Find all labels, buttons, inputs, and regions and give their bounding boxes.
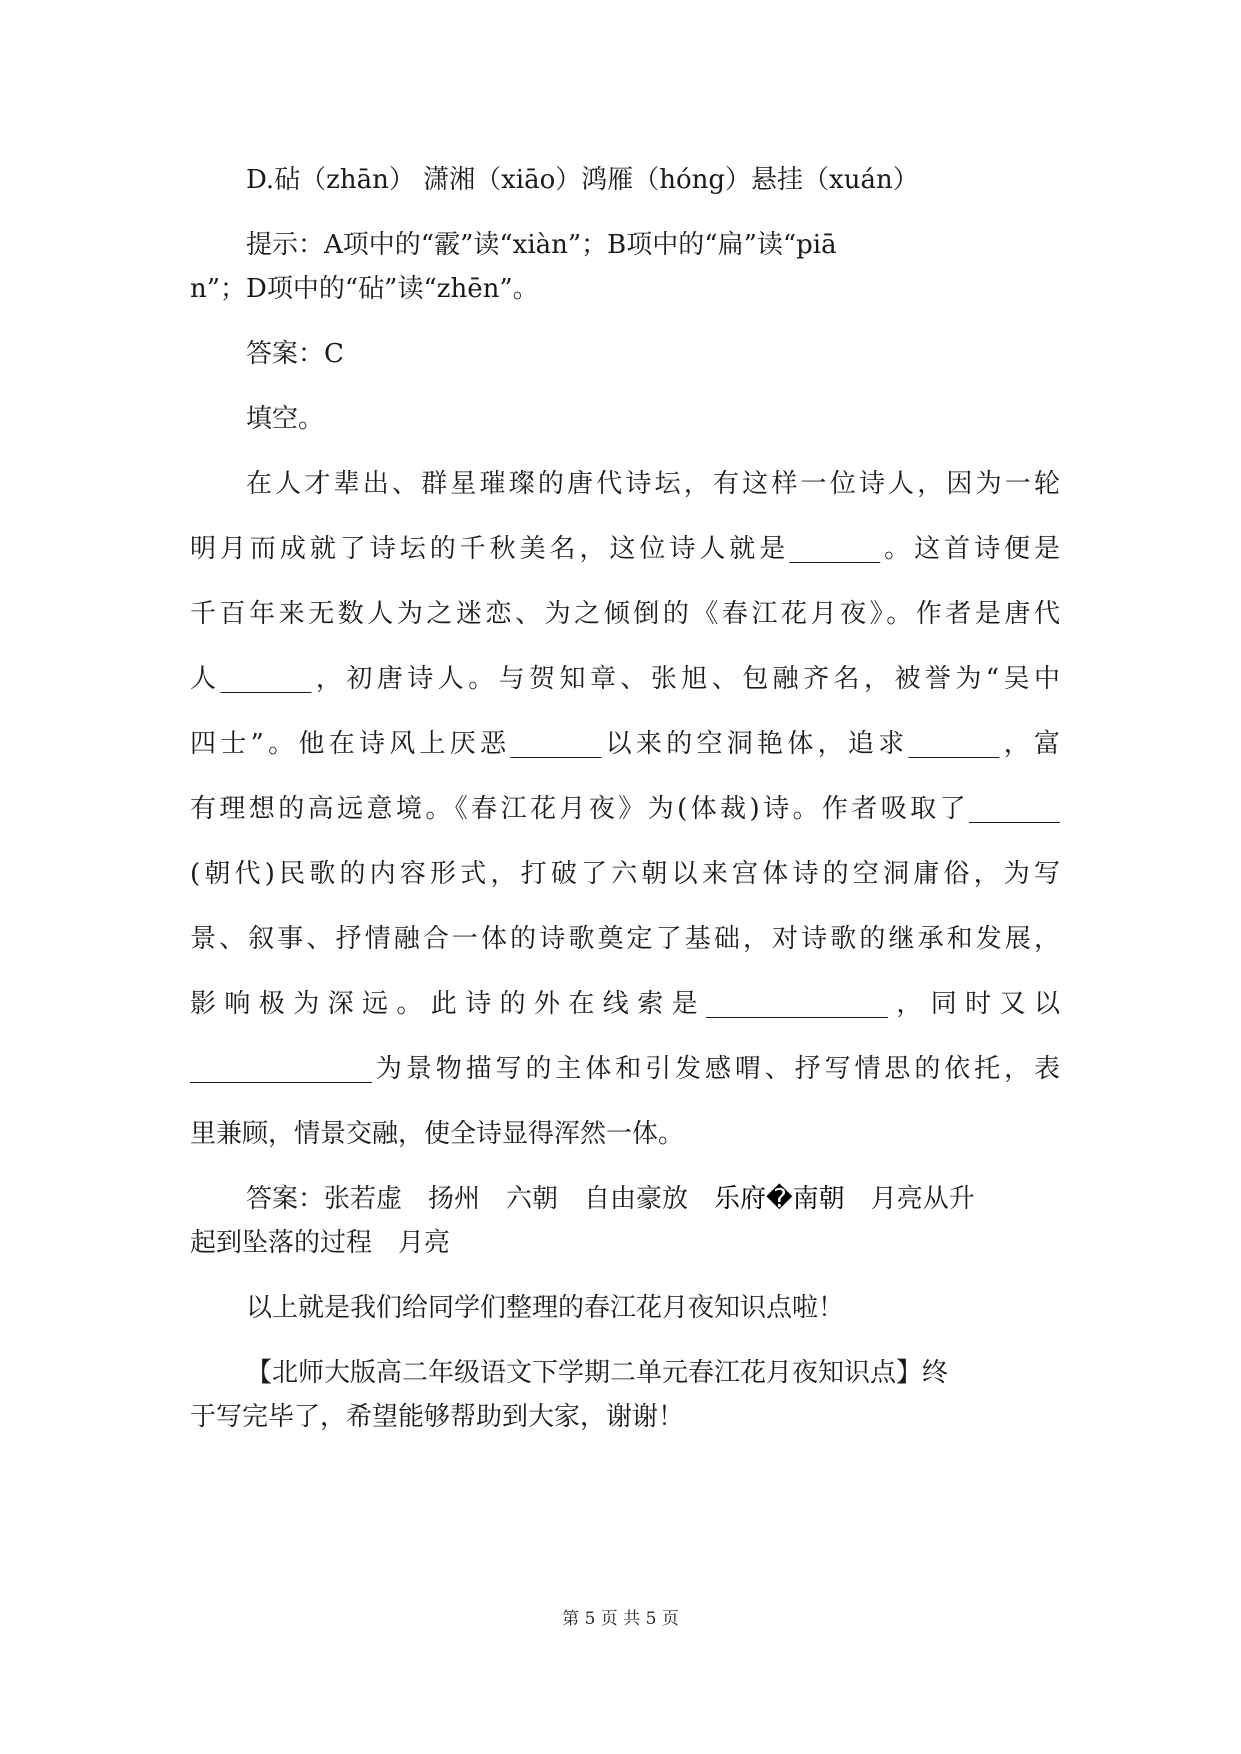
closing-line-3: 于写完毕了，希望能够帮助到大家，谢谢！ [190,1402,685,1432]
answer-2-line-1 [190,1177,1060,1221]
fill-line-11: 里兼顾，情景交融，使全诗显得浑然一体。 [190,1119,685,1149]
closing-line-2: 【北师大版高二年级语文下学期二单元春江花月夜知识点】终 [246,1358,949,1388]
answer-c: 答案：C [246,339,344,369]
fill-line-8: 景、叙事、抒情融合一体的诗歌奠定了基础，对诗歌的继承和发展， [190,924,1060,954]
fill-line-2: 明月而成就了诗坛的千秋美名，这位诗人就是_______。这首诗便是 [190,534,1060,564]
answer-2-part-b: 乐府�南朝 [714,1184,845,1214]
closing-line-1: 以上就是我们给同学们整理的春江花月夜知识点啦！ [246,1293,845,1323]
option-d-line: D.砧（zhān） 潇湘（xiāo）鸿雁（hóng）悬挂（xuán） [246,165,919,195]
page-number-label: 第 5 页 共 5 页 [562,1609,679,1629]
fill-line-10: ______________为景物描写的主体和引发感喟、抒写情思的依托，表 [190,1054,1060,1084]
fill-line-1: 在人才辈出、群星璀璨的唐代诗坛，有这样一位诗人，因为一轮 [246,469,1060,499]
fill-line-9: 影响极为深远。此诗的外在线索是______________，同时又以 [190,989,1060,1019]
answer-2-part-c: 月亮从升 [844,1184,975,1214]
fill-title: 填空。 [246,404,325,434]
document-body [190,158,1060,1439]
fill-line-7: (朝代)民歌的内容形式，打破了六朝以来宫体诗的空洞庸俗，为写 [190,859,1060,889]
fill-line-5: 四士”。他在诗风上厌恶_______以来的空洞艳体，追求_______，富 [190,729,1060,759]
fill-line-3: 千百年来无数人为之迷恋、为之倾倒的《春江花月夜》。作者是唐代 [190,599,1060,629]
hint-line-2: n”；D项中的“砧”读“zhēn”。 [190,274,539,304]
page-footer [0,1604,1241,1629]
fill-line-4: 人_______，初唐诗人。与贺知章、张旭、包融齐名，被誉为“吴中 [190,664,1060,694]
answer-2-part-a: 答案：张若虚 扬州 六朝 自由豪放 [246,1184,715,1214]
answer-2-line-2: 起到坠落的过程 月亮 [190,1228,451,1258]
fill-line-6: 有理想的高远意境。《春江花月夜》为(体裁)诗。作者吸取了_______ [190,794,1060,824]
hint-line-1: 提示：A项中的“霰”读“xiàn”；B项中的“扁”读“piā [246,230,837,260]
